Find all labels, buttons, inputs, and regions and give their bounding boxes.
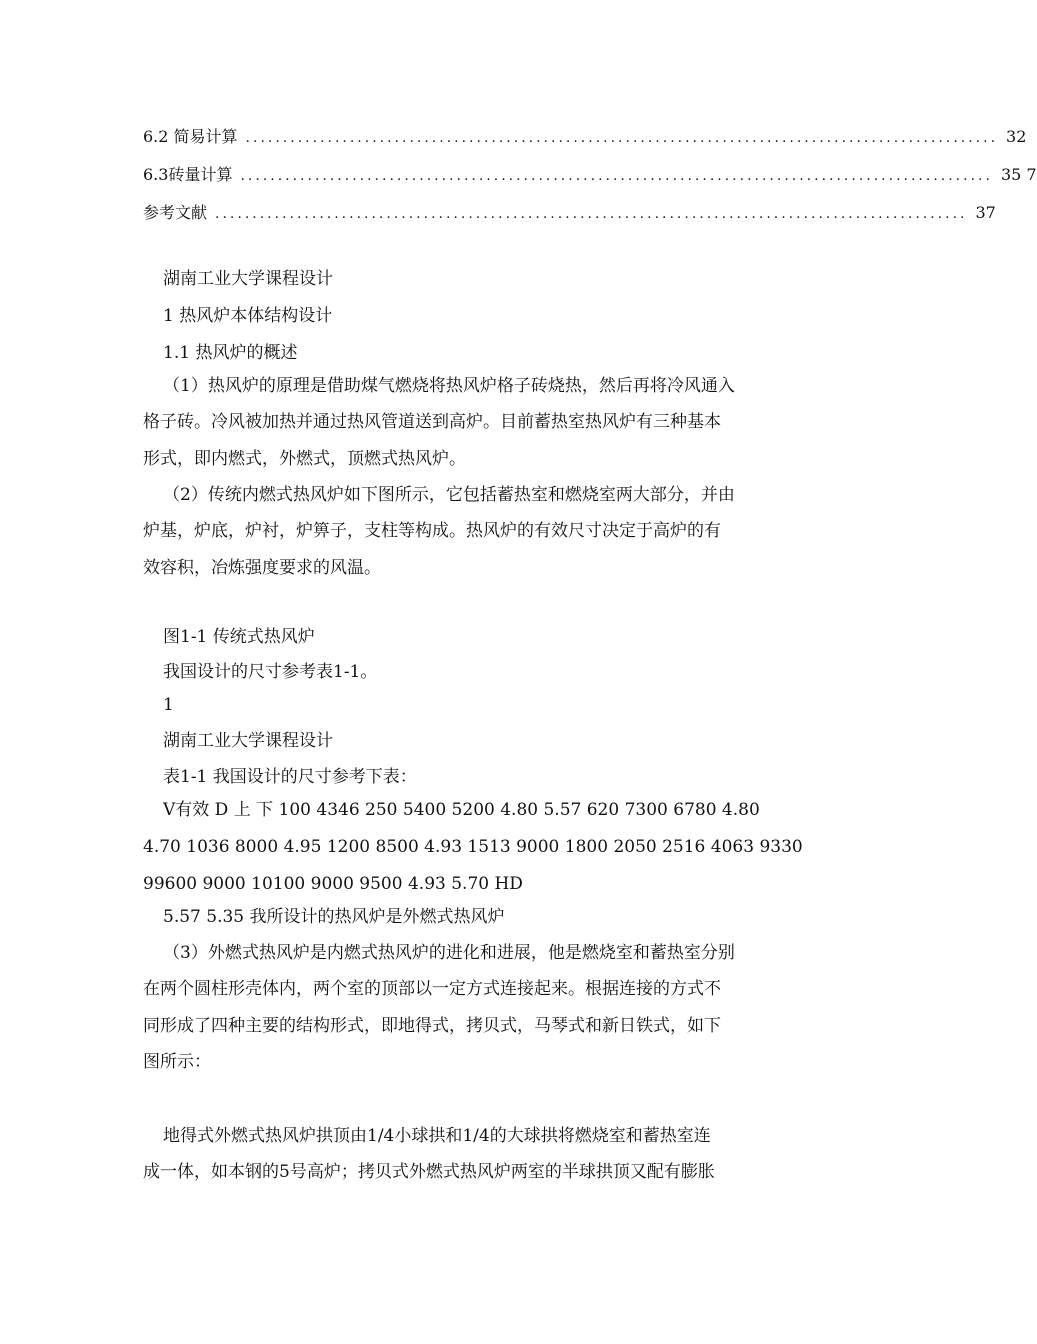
paragraph-line: 炉基，炉底，炉衬，炉箅子，支柱等构成。热风炉的有效尺寸决定于高炉的有 bbox=[143, 521, 721, 541]
paragraph-line: 同形成了四种主要的结构形式，即地得式，拷贝式，马琴式和新日铁式，如下 bbox=[143, 1016, 721, 1036]
toc-label: 6.3砖量计算 bbox=[143, 165, 233, 184]
paragraph-line: 5.57 5.35 我所设计的热风炉是外燃式热风炉 bbox=[163, 907, 505, 927]
toc-page-number: 35 7 bbox=[1000, 165, 1037, 184]
running-header: 湖南工业大学课程设计 bbox=[163, 269, 333, 289]
paragraph-line: 在两个圆柱形壳体内，两个室的顶部以一定方式连接起来。根据连接的方式不 bbox=[143, 979, 721, 999]
figure-caption: 图1-1 传统式热风炉 bbox=[163, 627, 315, 647]
paragraph-line: （2）传统内燃式热风炉如下图所示，它包括蓄热室和燃烧室两大部分，并由 bbox=[163, 485, 735, 505]
toc-leader-dots: ..................................................................................................... bbox=[215, 206, 968, 222]
page-number: 1 bbox=[163, 695, 174, 715]
toc-page-number: 37 bbox=[975, 203, 996, 222]
subsection-heading: 1.1 热风炉的概述 bbox=[163, 343, 298, 363]
paragraph-line: 我国设计的尺寸参考表1-1。 bbox=[163, 662, 378, 682]
toc-entry[interactable] bbox=[143, 164, 1037, 187]
table-caption: 表1-1 我国设计的尺寸参考下表： bbox=[163, 767, 417, 787]
paragraph-line: （1）热风炉的原理是借助煤气燃烧将热风炉格子砖烧热，然后再将冷风通入 bbox=[163, 376, 735, 396]
toc-entry[interactable] bbox=[143, 202, 996, 225]
paragraph-line: 形式，即内燃式，外燃式，顶燃式热风炉。 bbox=[143, 449, 466, 469]
table-data-line: V有效 D 上 下 100 4346 250 5400 5200 4.80 5.57 620 7300 6780 4.80 bbox=[163, 800, 760, 820]
paragraph-line: 图所示： bbox=[143, 1052, 211, 1072]
section-heading: 1 热风炉本体结构设计 bbox=[163, 306, 333, 326]
toc-entry[interactable] bbox=[143, 126, 1027, 149]
running-header: 湖南工业大学课程设计 bbox=[163, 731, 333, 751]
toc-label: 6.2 简易计算 bbox=[143, 127, 238, 146]
toc-label: 参考文献 bbox=[143, 203, 208, 222]
toc-leader-dots: ..................................................................................................... bbox=[245, 130, 999, 146]
paragraph-line: （3）外燃式热风炉是内燃式热风炉的进化和进展，他是燃烧室和蓄热室分别 bbox=[163, 943, 735, 963]
toc-page-number: 32 bbox=[1006, 127, 1027, 146]
paragraph-line: 成一体，如本钢的5号高炉；拷贝式外燃式热风炉两室的半球拱顶又配有膨胀 bbox=[143, 1162, 715, 1182]
table-data-line: 99600 9000 10100 9000 9500 4.93 5.70 HD bbox=[143, 874, 523, 894]
paragraph-line: 地得式外燃式热风炉拱顶由1/4小球拱和1/4的大球拱将燃烧室和蓄热室连 bbox=[163, 1126, 711, 1146]
toc-leader-dots: ..................................................................................................... bbox=[240, 168, 993, 184]
paragraph-line: 格子砖。冷风被加热并通过热风管道送到高炉。目前蓄热室热风炉有三种基本 bbox=[143, 412, 721, 432]
table-data-line: 4.70 1036 8000 4.95 1200 8500 4.93 1513 9000 1800 2050 2516 4063 9330 bbox=[143, 837, 803, 857]
paragraph-line: 效容积，冶炼强度要求的风温。 bbox=[143, 558, 381, 578]
